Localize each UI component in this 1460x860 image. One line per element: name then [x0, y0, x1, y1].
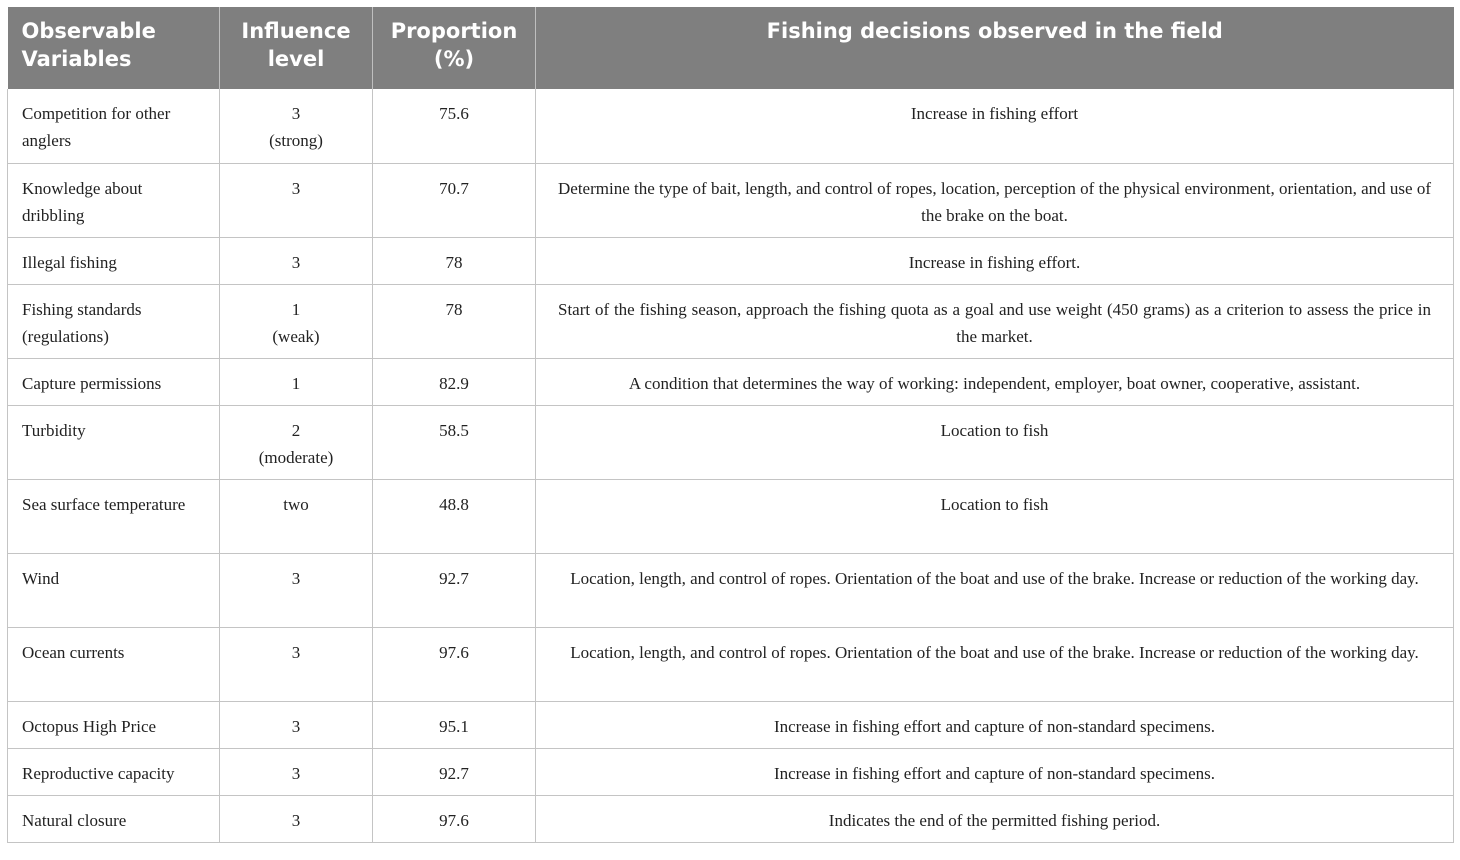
level-value: 3	[291, 252, 301, 272]
cell-influence-level	[220, 237, 373, 284]
cell-variable: Octopus High Price	[8, 701, 220, 748]
level-value: 2	[291, 420, 301, 440]
level-value: 3	[291, 104, 301, 123]
cell-decision: Increase in fishing effort and capture of non-standard specimens.	[536, 701, 1454, 748]
level-note: (moderate)	[258, 447, 334, 467]
cell-proportion: 58.5	[373, 405, 536, 479]
cell-variable: Ocean currents	[8, 627, 220, 701]
cell-decision: Increase in fishing effort	[536, 89, 1454, 163]
cell-variable: Fishing standards (regulations)	[8, 284, 220, 358]
cell-decision: Increase in fishing effort and capture of non-standard specimens.	[536, 748, 1454, 795]
cell-variable: Reproductive capacity	[8, 748, 220, 795]
level-value: 1	[291, 299, 301, 319]
cell-variable: Illegal fishing	[8, 237, 220, 284]
cell-influence-level	[220, 405, 373, 479]
cell-proportion: 82.9	[373, 358, 536, 405]
level-note: (weak)	[272, 326, 320, 346]
level-note: (strong)	[269, 131, 323, 150]
table-row	[8, 284, 1454, 358]
cell-decision: Location, length, and control of ropes. Orientation of the boat and use of the brake. Increase or reduction of the working day.	[536, 553, 1454, 627]
table-row	[8, 405, 1454, 479]
header-row	[8, 7, 1454, 89]
cell-influence-level	[220, 284, 373, 358]
table-row	[8, 89, 1454, 163]
cell-decision: Location, length, and control of ropes. Orientation of the boat and use of the brake. Increase or reduction of the working day.	[536, 627, 1454, 701]
header-proportion: Proportion (%)	[373, 7, 536, 89]
cell-variable: Turbidity	[8, 405, 220, 479]
cell-decision: Location to fish	[536, 405, 1454, 479]
table-row	[8, 237, 1454, 284]
cell-decision: Start of the fishing season, approach the fishing quota as a goal and use weight (450 grams) as a criterion to assess the price in the market.	[536, 284, 1454, 358]
cell-decision: A condition that determines the way of working: independent, employer, boat owner, cooperative, assistant.	[536, 358, 1454, 405]
cell-influence-level	[220, 479, 373, 553]
table-row	[8, 358, 1454, 405]
level-value: 1	[291, 373, 301, 393]
cell-influence-level	[220, 553, 373, 627]
cell-decision: Increase in fishing effort.	[536, 237, 1454, 284]
table-row	[8, 748, 1454, 795]
cell-decision: Indicates the end of the permitted fishing period.	[536, 795, 1454, 842]
cell-influence-level	[220, 358, 373, 405]
level-value: two	[283, 494, 309, 514]
level-value: 3	[291, 763, 301, 783]
cell-proportion: 92.7	[373, 748, 536, 795]
level-value: 3	[291, 716, 301, 736]
cell-proportion: 95.1	[373, 701, 536, 748]
table-row	[8, 627, 1454, 701]
cell-variable: Natural closure	[8, 795, 220, 842]
cell-variable: Knowledge about dribbling	[8, 163, 220, 237]
cell-proportion: 97.6	[373, 795, 536, 842]
cell-variable: Capture permissions	[8, 358, 220, 405]
table-body	[8, 89, 1454, 842]
cell-proportion: 92.7	[373, 553, 536, 627]
cell-influence-level	[220, 627, 373, 701]
table-row	[8, 479, 1454, 553]
cell-proportion: 97.6	[373, 627, 536, 701]
table-header	[8, 7, 1454, 89]
cell-proportion: 78	[373, 237, 536, 284]
cell-decision: Location to fish	[536, 479, 1454, 553]
cell-influence-level	[220, 701, 373, 748]
cell-variable: Competition for other anglers	[8, 89, 220, 163]
level-value: 3	[291, 178, 301, 198]
table-row	[8, 795, 1454, 842]
table-row	[8, 553, 1454, 627]
table-row	[8, 701, 1454, 748]
level-value: 3	[291, 810, 301, 830]
cell-influence-level	[220, 795, 373, 842]
header-fishing-decisions: Fishing decisions observed in the field	[536, 7, 1454, 89]
level-value: 3	[291, 642, 301, 662]
cell-influence-level	[220, 163, 373, 237]
cell-variable: Sea surface temperature	[8, 479, 220, 553]
cell-variable: Wind	[8, 553, 220, 627]
cell-proportion: 70.7	[373, 163, 536, 237]
data-table	[7, 7, 1454, 843]
header-influence-level: Influence level	[220, 7, 373, 89]
table-row	[8, 163, 1454, 237]
header-observable-variables: Observable Variables	[8, 7, 220, 89]
cell-decision: Determine the type of bait, length, and control of ropes, location, perception of the physical environment, orientation, and use of the brake on the boat.	[536, 163, 1454, 237]
level-value: 3	[291, 568, 301, 588]
cell-influence-level	[220, 748, 373, 795]
cell-influence-level	[220, 89, 373, 163]
cell-proportion: 48.8	[373, 479, 536, 553]
cell-proportion: 78	[373, 284, 536, 358]
cell-proportion: 75.6	[373, 89, 536, 163]
